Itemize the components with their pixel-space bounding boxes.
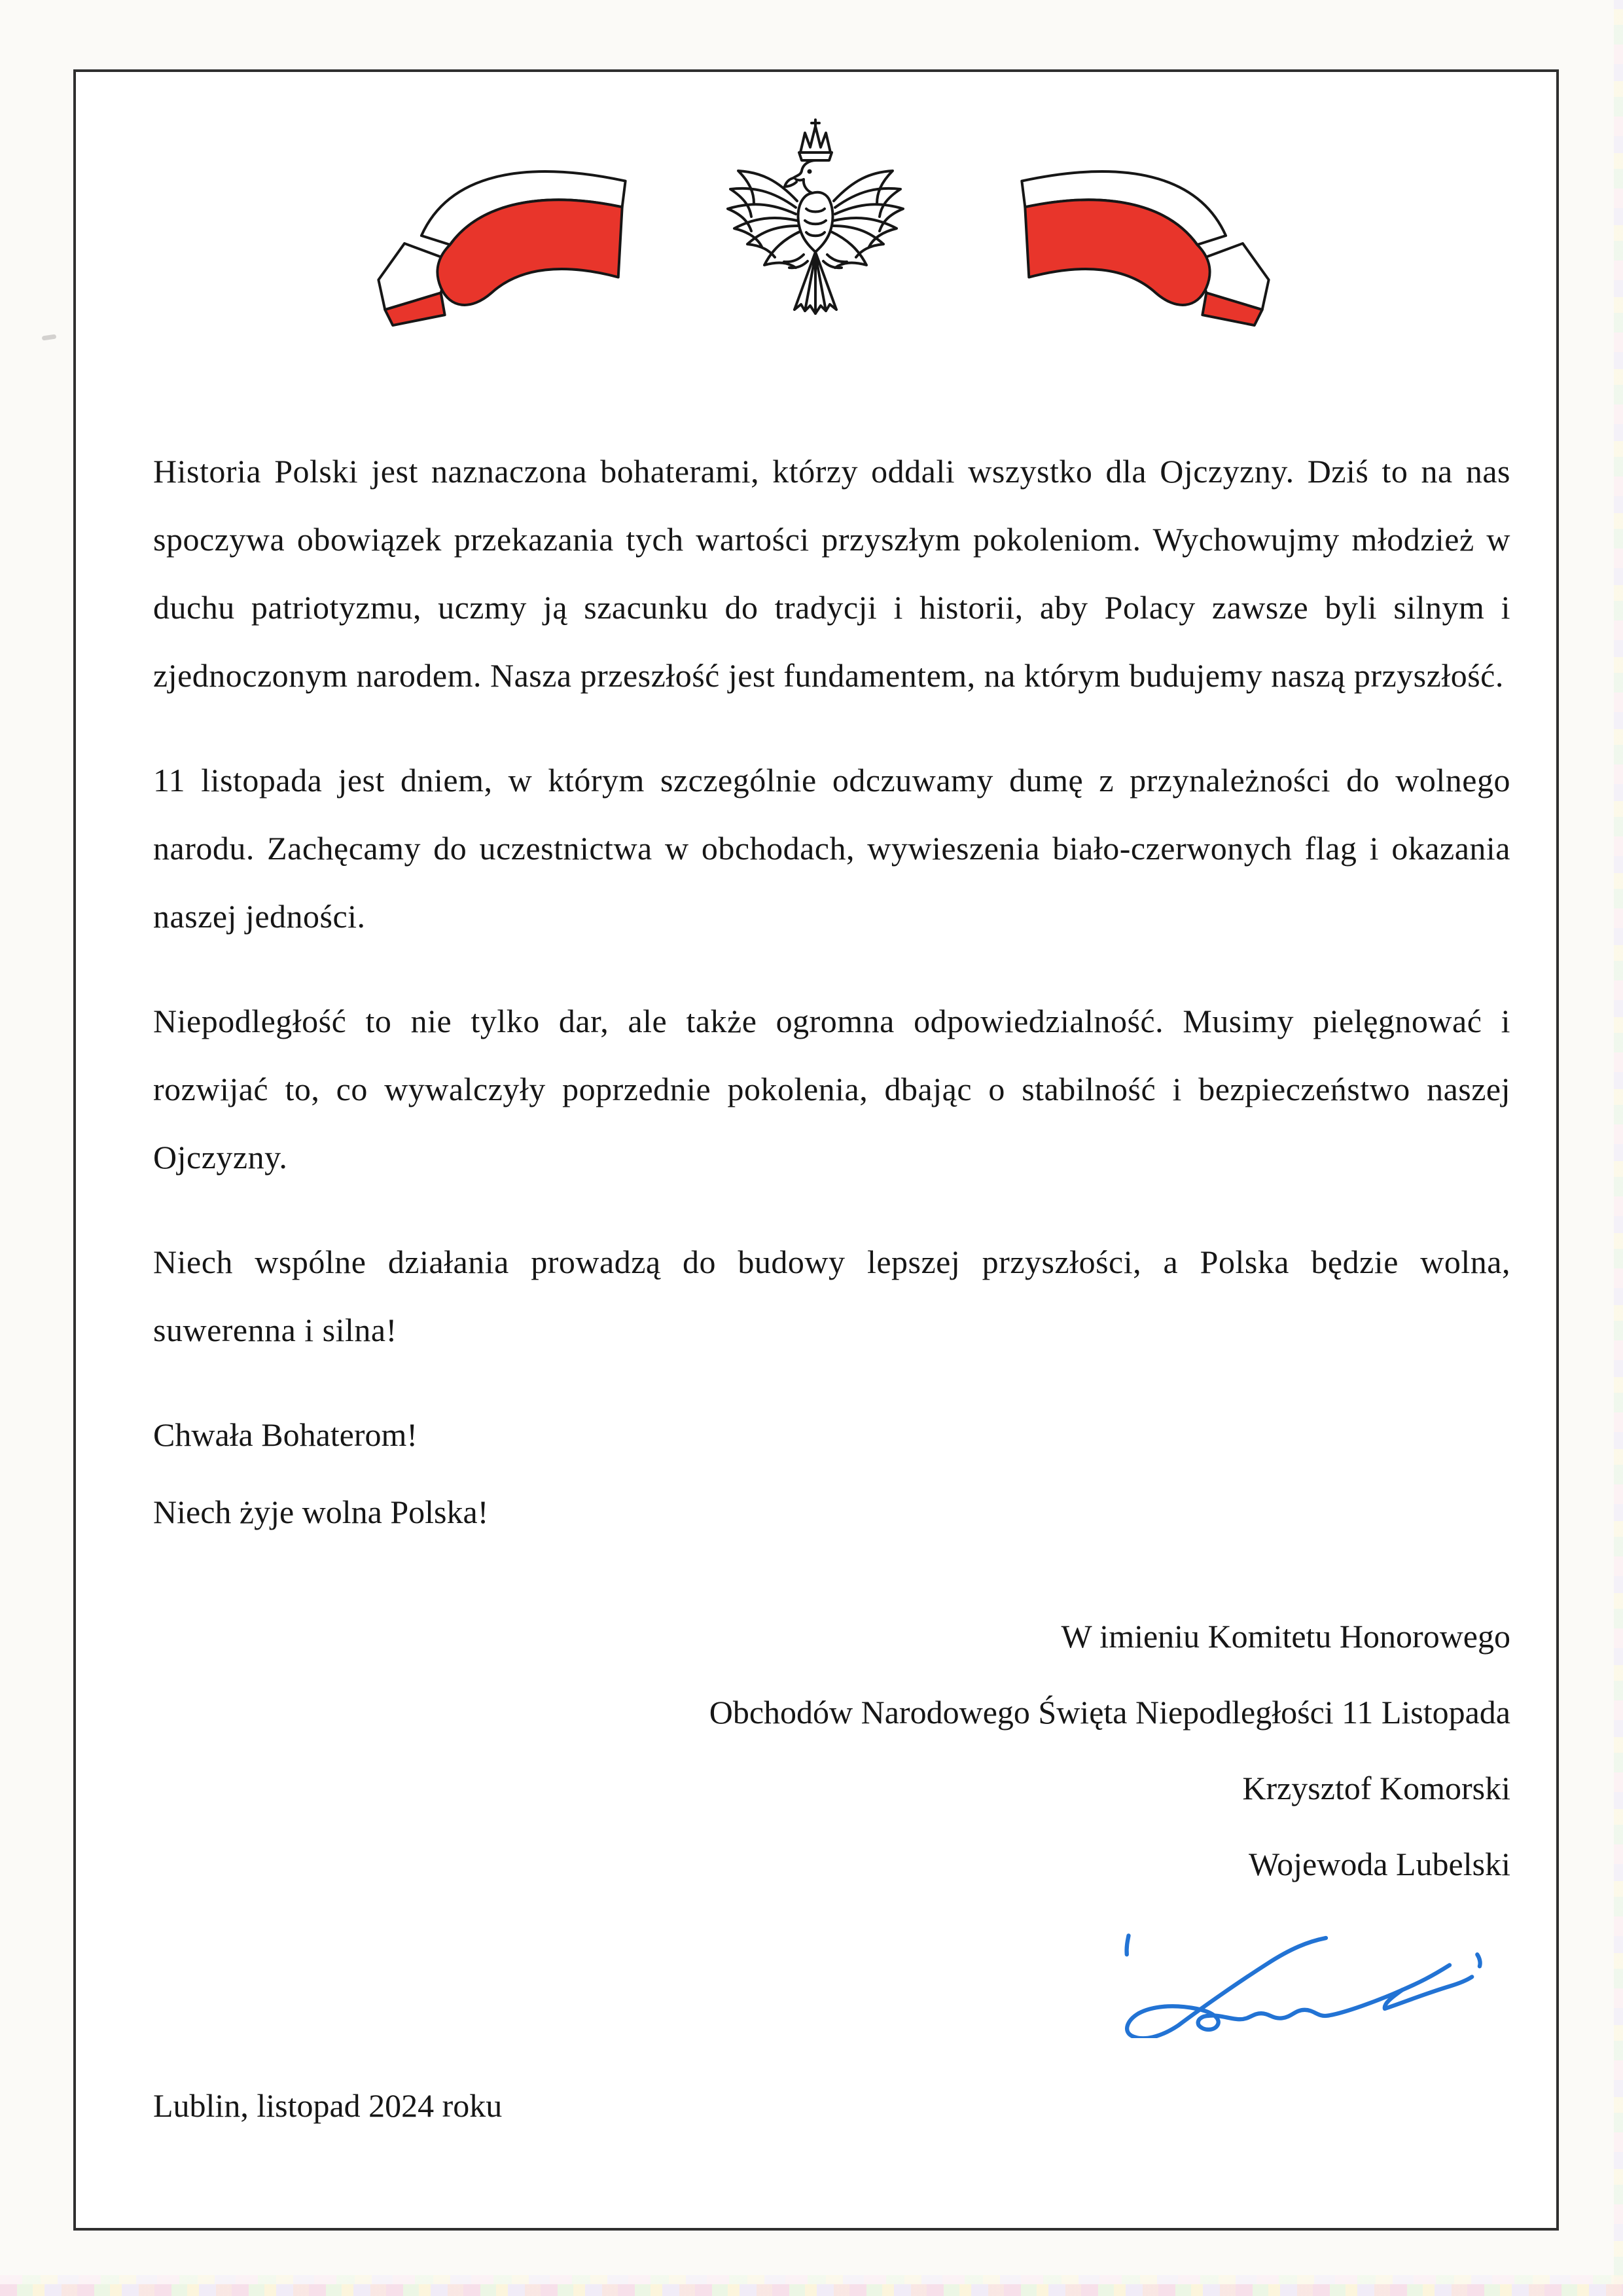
polish-eagle-emblem-icon [698,117,933,340]
paragraph-history: Historia Polski jest naznaczona bohaterami, którzy oddali wszystko dla Ojczyzny. Dziś to na nas spoczywa obowiązek przekazania tych wartości przyszłym pokoleniom. Wychowujmy młodzież w duchu patriotyzmu, uczmy ją szacunku do tradycji i historii, aby Polacy zawsze byli silnym i zjednoczonym narodem. Nasza przeszłość jest fundamentem, na którym budujemy naszą przyszłość. [153,453,1510,694]
polish-flag-ribbon-right-icon [982,146,1309,328]
letter-body [153,437,1510,2140]
paragraph-november-11: 11 listopada jest dniem, w którym szczególnie odczuwamy dumę z przynależności do wolnego narodu. Zachęcamy do uczestnictwa w obchodach, wywieszenia biało-czerwonych flag i okazania naszej jedności. [153,762,1510,935]
scan-noise-right-edge [1614,0,1623,2296]
header-emblems [153,110,1510,347]
signature-block-line-celebrations: Obchodów Narodowego Święta Niepodległości 11 Listopada [709,1694,1510,1731]
scan-noise-bottom-band-upper [0,2275,1623,2284]
scan-smudge-artifact [42,334,57,341]
closing-line-free-poland: Niech żyje wolna Polska! [153,1494,489,1530]
closing-line-glory: Chwała Bohaterom! [153,1416,418,1453]
signature-block-line-committee: W imieniu Komitetu Honorowego [1061,1618,1510,1655]
handwritten-signature-icon [1050,1920,1508,2038]
page-border-frame [73,69,1559,2231]
signature-block [153,1598,1510,1902]
signature-block-line-name: Krzysztof Komorski [1242,1770,1510,1806]
polish-flag-ribbon-left-icon [355,146,649,328]
letter-content [76,110,1556,2266]
signature-block-line-title: Wojewoda Lubelski [1248,1846,1510,1882]
date-line: Lublin, listopad 2024 roku [153,2087,503,2124]
paragraph-future: Niech wspólne działania prowadzą do budowy lepszej przyszłości, a Polska będzie wolna, suwerenna i silna! [153,1244,1510,1348]
paragraph-independence: Niepodległość to nie tylko dar, ale także ogromna odpowiedzialność. Musimy pielęgnować i rozwijać to, co wywalczyły poprzednie pokolenia, dbając o stabilność i bezpieczeństwo naszej Ojczyzny. [153,1003,1510,1175]
signature-row [153,1920,1510,2041]
scan-noise-bottom-band [0,2284,1623,2296]
